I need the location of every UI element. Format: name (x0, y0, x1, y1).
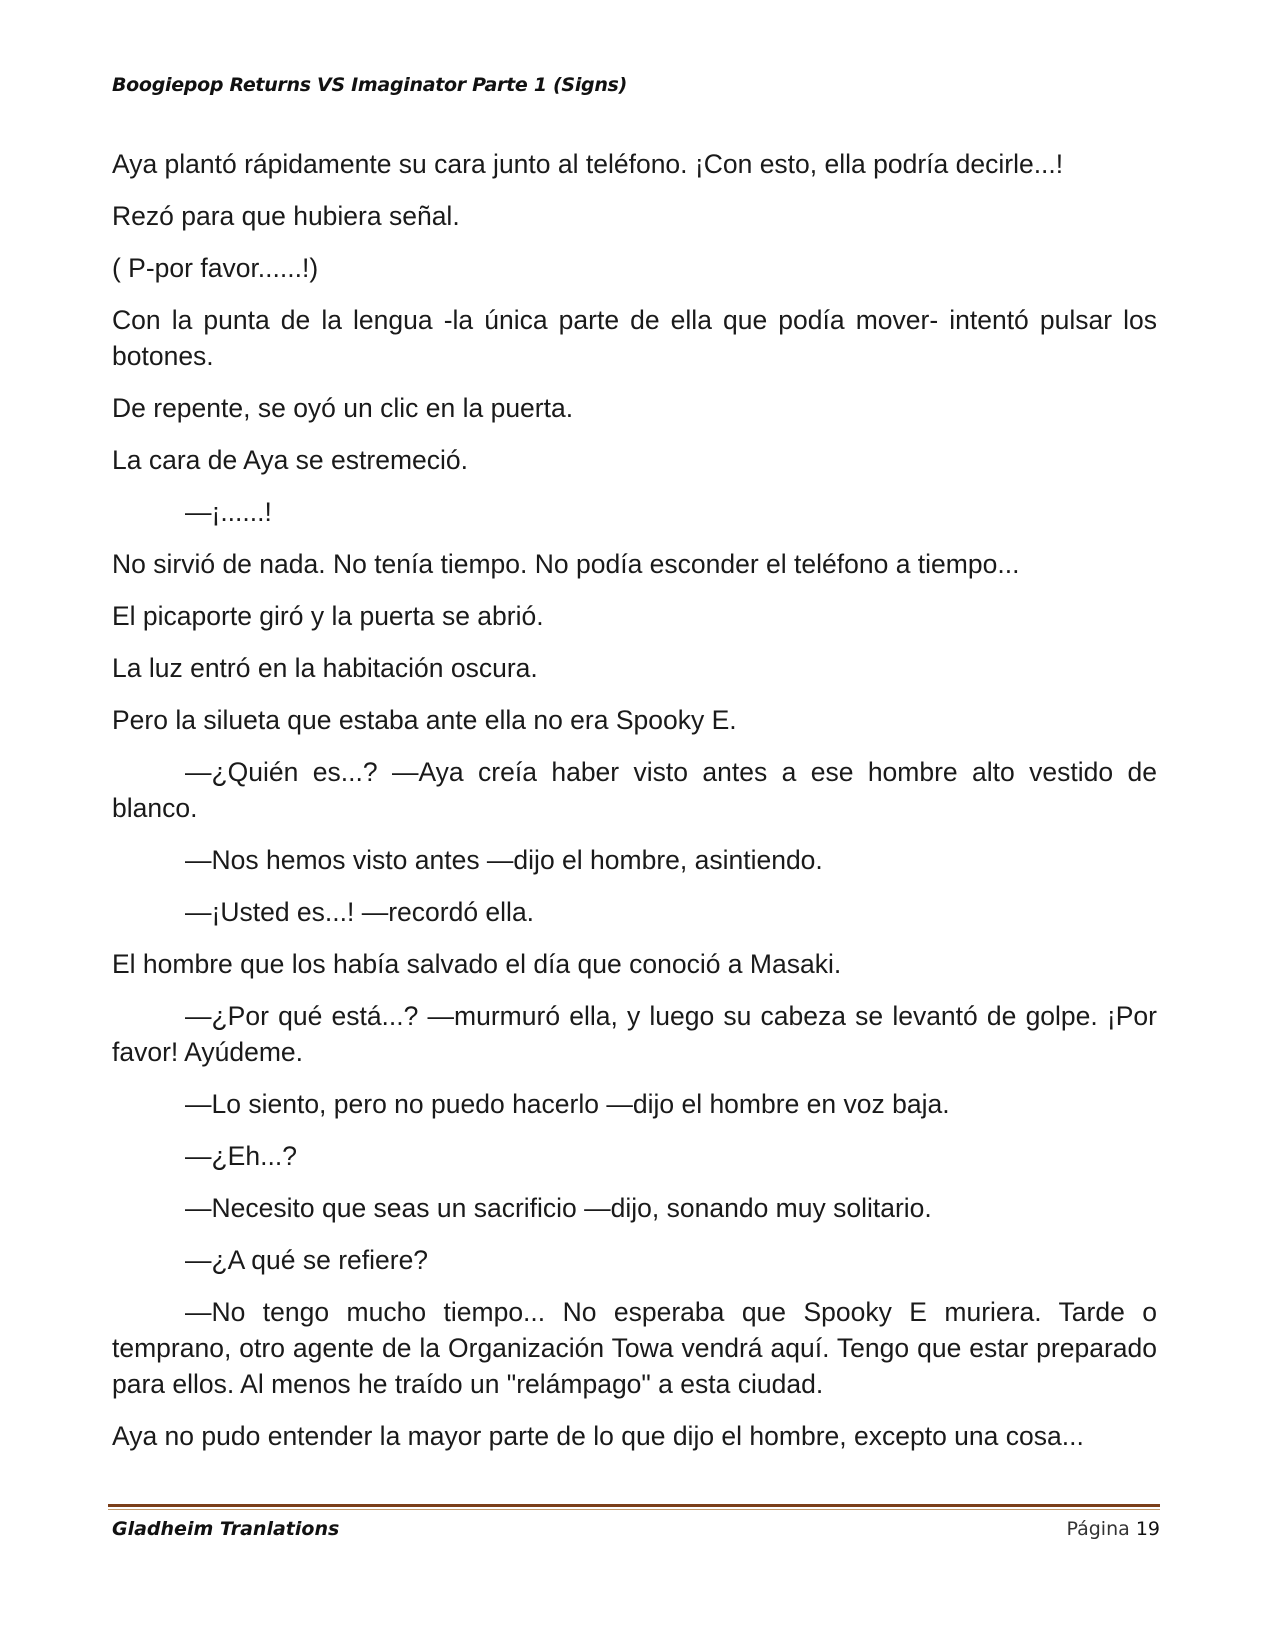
dialogue-paragraph: —Necesito que seas un sacrificio —dijo, sonando muy solitario. (185, 1193, 932, 1223)
paragraph: Aya plantó rápidamente su cara junto al teléfono. ¡Con esto, ella podría decirle...! (112, 149, 1064, 179)
dialogue-paragraph: —¿Por qué está...? —murmuró ella, y luego su cabeza se levantó de golpe. ¡Por favor! Ayúdeme. (112, 1001, 1157, 1067)
paragraph: La luz entró en la habitación oscura. (112, 653, 538, 683)
paragraph: El hombre que los había salvado el día que conoció a Masaki. (112, 949, 842, 979)
paragraph: ( P-por favor......!) (112, 253, 319, 283)
paragraph: Rezó para que hubiera señal. (112, 201, 460, 231)
paragraph: De repente, se oyó un clic en la puerta. (112, 393, 574, 423)
dialogue-paragraph: —Nos hemos visto antes —dijo el hombre, asintiendo. (185, 845, 823, 875)
paragraph: No sirvió de nada. No tenía tiempo. No podía esconder el teléfono a tiempo... (112, 549, 1020, 579)
footer-divider (108, 1504, 1160, 1507)
dialogue-paragraph: —¡......! (185, 497, 272, 527)
dialogue-paragraph: —No tengo mucho tiempo... No esperaba que Spooky E muriera. Tarde o temprano, otro agente de la Organización Towa vendrá aquí. Tengo que estar preparado para ellos. Al menos he traído un "relámpago" a esta ciudad. (112, 1297, 1157, 1399)
page-header-title: Boogiepop Returns VS Imaginator Parte 1 (Signs) (112, 74, 627, 96)
paragraph: Con la punta de la lengua -la única parte de ella que podía mover- intentó pulsar los botones. (112, 305, 1157, 371)
dialogue-paragraph: —¿A qué se refiere? (185, 1245, 429, 1275)
paragraph: El picaporte giró y la puerta se abrió. (112, 601, 544, 631)
dialogue-paragraph: —Lo siento, pero no puedo hacerlo —dijo el hombre en voz baja. (185, 1089, 950, 1119)
page-number: 19 (1135, 1518, 1160, 1540)
page-number-label (1066, 1518, 1160, 1540)
dialogue-paragraph: —¿Quién es...? —Aya creía haber visto antes a ese hombre alto vestido de blanco. (112, 757, 1157, 823)
page-label: Página (1066, 1518, 1130, 1540)
footer-credit: Gladheim Tranlations (112, 1518, 340, 1540)
paragraph: Aya no pudo entender la mayor parte de lo que dijo el hombre, excepto una cosa... (112, 1421, 1084, 1451)
paragraph: La cara de Aya se estremeció. (112, 445, 468, 475)
document-body (112, 146, 1157, 1470)
paragraph: Pero la silueta que estaba ante ella no era Spooky E. (112, 705, 737, 735)
dialogue-paragraph: —¿Eh...? (185, 1141, 297, 1171)
dialogue-paragraph: —¡Usted es...! —recordó ella. (185, 897, 535, 927)
footer-divider-thin (108, 1509, 1160, 1510)
